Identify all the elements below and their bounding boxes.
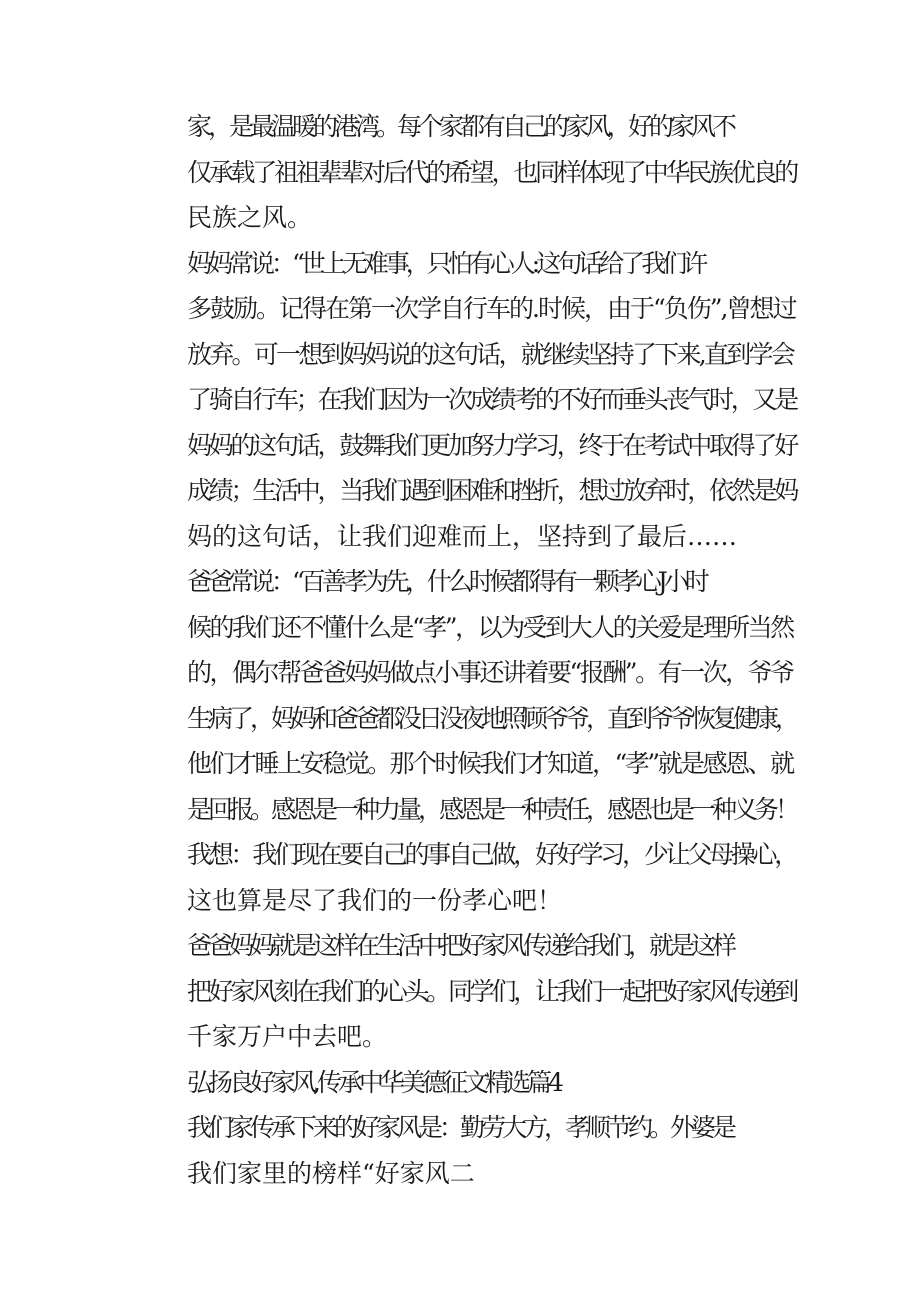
text-line: 妈的这句话，让我们迎难而上，坚持到了最后……: [187, 521, 738, 551]
text-line: 我想：我们现在要自己的事自己做，好好学习，少让父母操心，: [187, 840, 797, 869]
text-line: 放弃。可一想到妈妈说的这句话，就继续坚持了下来,直到学会: [187, 339, 793, 369]
text-line: 了骑自行车；在我们因为一次成绩考的不好而垂头丧气时，又是: [187, 385, 797, 414]
section-heading-text: 弘扬良好家风,传承中华美德征文精选篇4: [187, 1067, 560, 1097]
paragraph-father-saying: [137, 559, 797, 923]
text-line: 爸爸妈妈就是这样在生活中把好家风传递给我们，就是这样: [187, 931, 734, 960]
text-line: 生病了，妈妈和爸爸都没日没夜地照顾爷爷，直到爷爷恢复健康，: [187, 703, 797, 733]
text-line: 多鼓励。记得在第一次学自行车的.时候，由于“负伤”,曾想过: [187, 294, 796, 323]
paragraph-parents-conclusion: [137, 923, 797, 1060]
text-line: 他们才睡上安稳觉。那个时候我们才知道，“孝”就是感恩、就: [187, 749, 793, 778]
paragraph-family-harbor: [137, 104, 797, 241]
document-body: [137, 104, 797, 1196]
text-line: 妈妈常说：“世上无难事，只怕有心人:这句话给了我们许: [187, 248, 705, 278]
text-line: 把好家风刻在我们的心头。同学们，让我们一起把好家风传递到: [187, 976, 797, 1006]
text-line: 家，是最温暖的港湾。每个家都有自己的家风，好的家风不: [187, 112, 734, 141]
text-line: 爸爸常说：“百善孝为先，什么时候都得有一颗孝心J小时: [187, 567, 706, 596]
paragraph-mother-saying: [137, 241, 797, 560]
text-line: 候的我们还不懂什么是“孝”，以为受到大人的关爱是理所当然: [187, 612, 793, 642]
text-line: 我们家传承下来的好家风是：勤劳大方，孝顺节约。外婆是: [187, 1113, 734, 1142]
text-line: 的，偶尔帮爸爸妈妈做点小事还讲着要“报酬”。有一次，爷爷: [187, 658, 793, 687]
text-line: 千家万户中去吧。: [187, 1022, 388, 1051]
text-line: 民族之风。: [187, 203, 313, 232]
text-line: 仅承载了祖祖辈辈对后代的希望，也同样体现了中华民族优良的: [187, 157, 797, 187]
paragraph-grandmother: [137, 1105, 797, 1196]
text-line: 成绩；生活中，当我们遇到困难和挫折，想过放弃时，依然是妈: [187, 476, 797, 505]
text-line: 这也算是尽了我们的一份孝心吧！: [187, 885, 563, 915]
text-line: 妈妈的这句话，鼓舞我们更加努力学习，终于在考试中取得了好: [187, 430, 797, 460]
text-line: 我们家里的榜样“好家风二: [187, 1158, 475, 1188]
section-heading: [137, 1060, 797, 1106]
text-line: 是回报。感恩是一种力量，感恩是一种责任，感恩也是一种义务！: [187, 794, 797, 824]
